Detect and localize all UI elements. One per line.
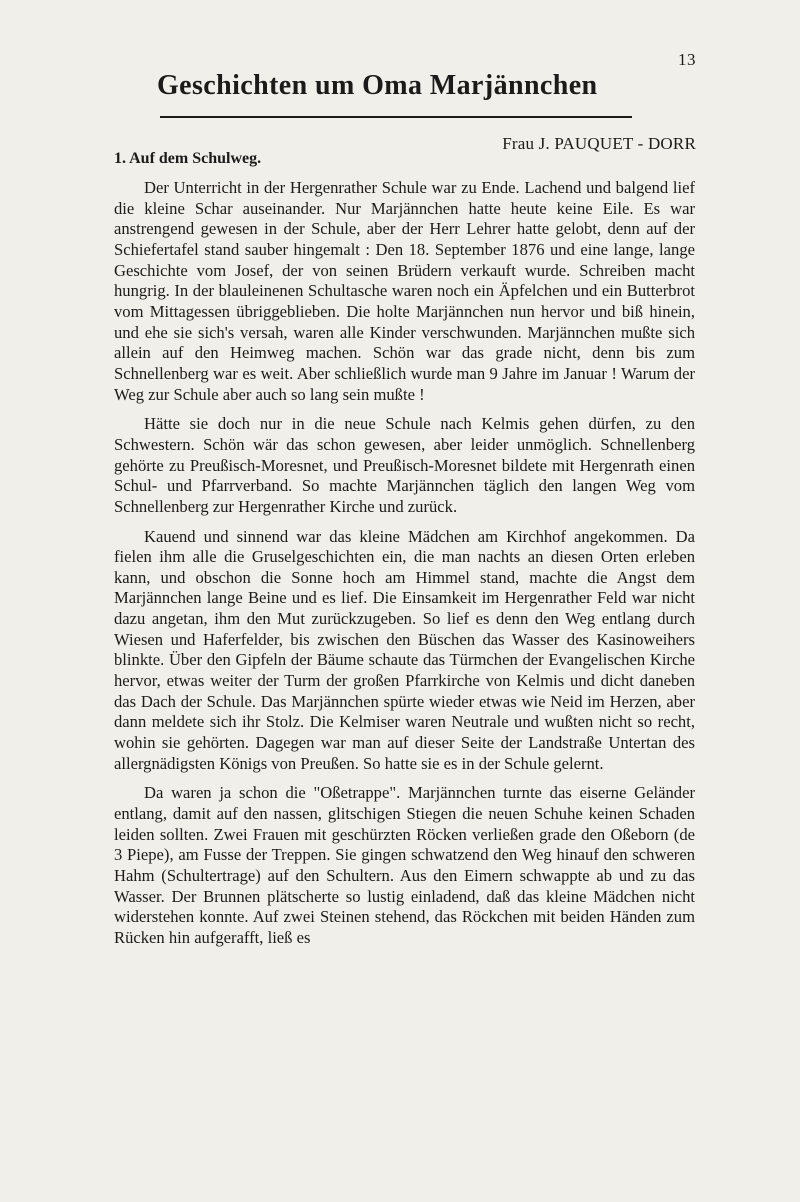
title-underline: [160, 116, 632, 118]
page-number: 13: [678, 50, 696, 69]
author-line: Frau J. PAUQUET - DORR: [502, 134, 696, 153]
paragraph-1: Der Unterricht in der Hergenrather Schule war zu Ende. Lachend und balgend lief die kleine Schar auseinander. Nur Marjännchen hatte heute keine Eile. Es war anstrengend gewesen in der Schule, aber der Herr Lehrer hatte gelobt, denn auf der Schiefertafel stand sauber hingemalt : Den 18. September 1876 und eine lange, lange Geschichte vom Josef, der von seinen Brüdern verkauft wurde. Schreiben macht hungrig. In der blauleinenen Schultasche waren noch ein Äpfelchen und ein Butterbrot vom Mittagessen übriggeblieben. Die holte Marjännchen nun hervor und biß hinein, und ehe sie sich's versah, waren alle Kinder verschwunden. Marjännchen mußte sich allein auf den Heimweg machen. Schön war das grade nicht, denn bis zum Schnellenberg war es weit. Aber schließlich wurde man 9 Jahre im Januar ! Warum der Weg zur Schule aber auch so lang sein mußte !: [114, 178, 695, 404]
body-text: [114, 178, 695, 958]
paragraph-4: Da waren ja schon die "Oßetrappe". Marjännchen turnte das eiserne Geländer entlang, damit auf den nassen, glitschigen Stiegen die neuen Schuhe keinen Schaden leiden sollten. Zwei Frauen mit geschürzten Röcken verließen grade den Oßeborn (de 3 Piepe), am Fusse der Treppen. Sie gingen schwatzend den Weg hinauf den schweren Hahm (Schultertrage) auf den Schultern. Aus den Eimern schwappte ab und zu das Wasser. Der Brunnen plätscherte so lustig einladend, daß das kleine Mädchen nicht widerstehen konnte. Auf zwei Steinen stehend, das Röckchen mit beiden Händen zum Rücken hin aufgerafft, ließ es: [114, 783, 695, 947]
paragraph-3: Kauend und sinnend war das kleine Mädchen am Kirchhof angekommen. Da fielen ihm alle die Gruselgeschichten ein, die man nachts an diesen Orten erleben kann, und obschon die Sonne hoch am Himmel stand, machte die Angst dem Marjännchen lange Beine und es lief. Die Einsamkeit im Hergenrather Feld war nicht dazu angetan, ihm den Mut zurückzugeben. So lief es denn den Weg entlang durch Wiesen und Haferfelder, bis zwischen den Büschen das Wasser des Kasinoweihers blinkte. Über den Gipfeln der Bäume schaute das Türmchen der Evangelischen Kirche hervor, etwas weiter der Turm der großen Pfarrkirche von Kelmis und dicht daneben das Dach der Schule. Das Marjännchen spürte wieder etwas wie Neid im Herzen, aber dann meldete sich ihr Stolz. Die Kelmiser waren Neutrale und wußten nicht so recht, wohin sie gehörten. Dagegen war man auf dieser Seite der Landstraße Untertan des allergnädigsten Königs von Preußen. So hatte sie es in der Schule gelernt.: [114, 526, 695, 773]
page-title: Geschichten um Oma Marjännchen: [157, 70, 598, 101]
section-heading: 1. Auf dem Schulweg.: [114, 150, 262, 167]
paragraph-2: Hätte sie doch nur in die neue Schule nach Kelmis gehen dürfen, zu den Schwestern. Schön wär das schon gewesen, aber leider unmöglich. Schnellenberg gehörte zu Preußisch-Moresnet, und Preußisch-Moresnet bildete mit Hergenrath einen Schul- und Pfarrverband. So machte Marjännchen täglich den langen Weg vom Schnellenberg zur Hergenrather Kirche und zurück.: [114, 414, 695, 516]
